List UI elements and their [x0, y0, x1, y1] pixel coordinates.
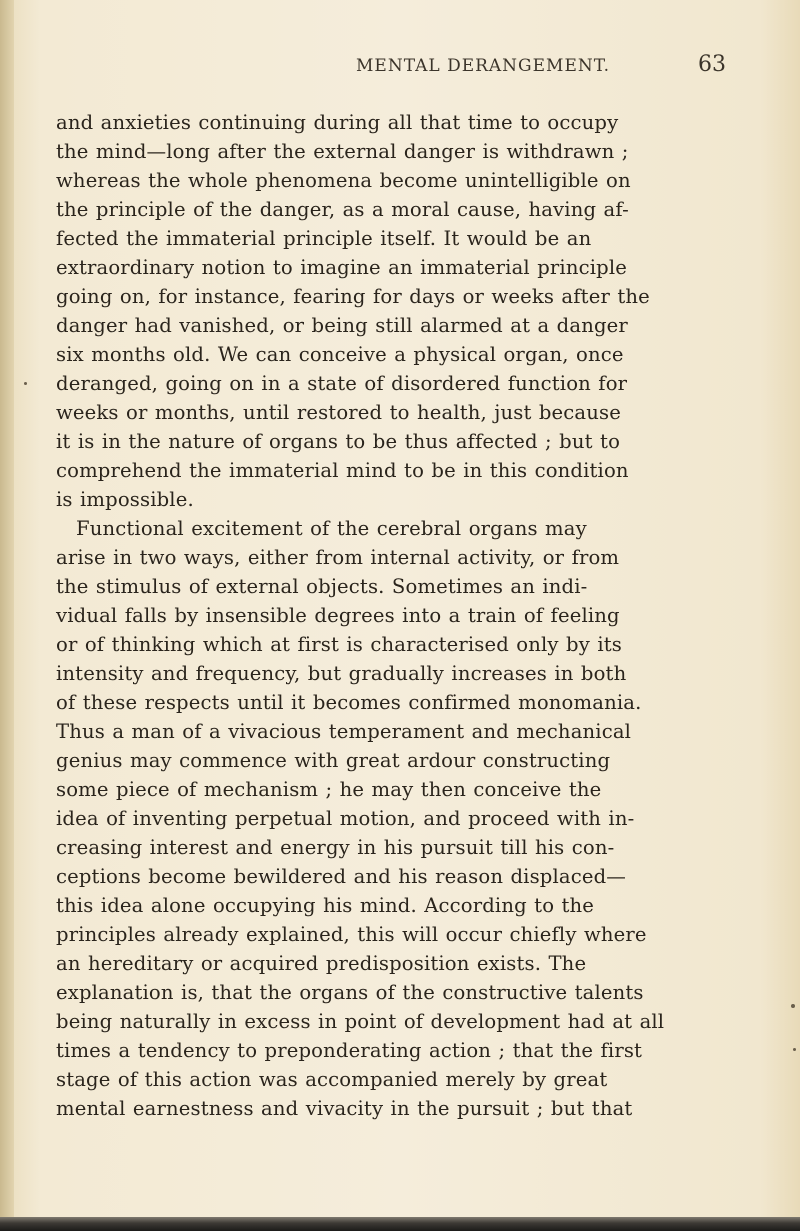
text-line: and anxieties continuing during all that time to occupy: [56, 111, 619, 134]
text-line: explanation is, that the organs of the constructive talents: [56, 981, 644, 1004]
text-line: of these respects until it becomes confirmed monomania.: [56, 691, 642, 714]
text-line: Functional excitement of the cerebral organs may: [76, 517, 587, 540]
text-line: whereas the whole phenomena become unintelligible on: [56, 169, 631, 192]
text-line: genius may commence with great ardour constructing: [56, 749, 611, 772]
text-line: extraordinary notion to imagine an immaterial principle: [56, 256, 627, 279]
text-line: an hereditary or acquired predisposition exists. The: [56, 952, 587, 975]
ink-speck: [791, 1004, 795, 1008]
text-line: the mind—long after the external danger is withdrawn ;: [56, 140, 629, 163]
ink-speck: [24, 382, 27, 385]
text-line: is impossible.: [56, 488, 194, 511]
text-line: stage of this action was accompanied merely by great: [56, 1068, 608, 1091]
text-line: arise in two ways, either from internal activity, or from: [56, 546, 620, 569]
text-line: it is in the nature of organs to be thus affected ; but to: [56, 430, 621, 453]
running-head: MENTAL DERANGEMENT.: [356, 56, 610, 76]
text-line: the principle of the danger, as a moral cause, having af-: [56, 198, 629, 221]
page-bottom-edge: [0, 1217, 800, 1231]
text-line: creasing interest and energy in his pursuit till his con-: [56, 836, 615, 859]
text-line: weeks or months, until restored to health, just because: [56, 401, 621, 424]
text-line: or of thinking which at first is characterised only by its: [56, 633, 622, 656]
ink-speck: [793, 1048, 796, 1051]
text-line: mental earnestness and vivacity in the pursuit ; but that: [56, 1097, 633, 1120]
text-line: idea of inventing perpetual motion, and proceed with in-: [56, 807, 635, 830]
page-gutter: [0, 0, 14, 1231]
text-line: the stimulus of external objects. Sometimes an indi-: [56, 575, 588, 598]
text-line: going on, for instance, fearing for days or weeks after the: [56, 285, 650, 308]
text-line: deranged, going on in a state of disordered function for: [56, 372, 628, 395]
text-line: ceptions become bewildered and his reason displaced—: [56, 865, 627, 888]
text-line: some piece of mechanism ; he may then conceive the: [56, 778, 602, 801]
text-line: comprehend the immaterial mind to be in this condition: [56, 459, 629, 482]
body-text: [56, 108, 746, 1123]
text-line: intensity and frequency, but gradually increases in both: [56, 662, 627, 685]
text-line: principles already explained, this will occur chiefly where: [56, 923, 647, 946]
text-line: Thus a man of a vivacious temperament and mechanical: [56, 720, 632, 743]
page-number: 63: [698, 52, 726, 77]
text-line: danger had vanished, or being still alarmed at a danger: [56, 314, 628, 337]
text-line: being naturally in excess in point of development had at all: [56, 1010, 665, 1033]
text-line: six months old. We can conceive a physical organ, once: [56, 343, 624, 366]
text-line: vidual falls by insensible degrees into a train of feeling: [56, 604, 620, 627]
text-line: fected the immaterial principle itself. It would be an: [56, 227, 592, 250]
text-line: this idea alone occupying his mind. According to the: [56, 894, 595, 917]
text-line: times a tendency to preponderating action ; that the first: [56, 1039, 643, 1062]
